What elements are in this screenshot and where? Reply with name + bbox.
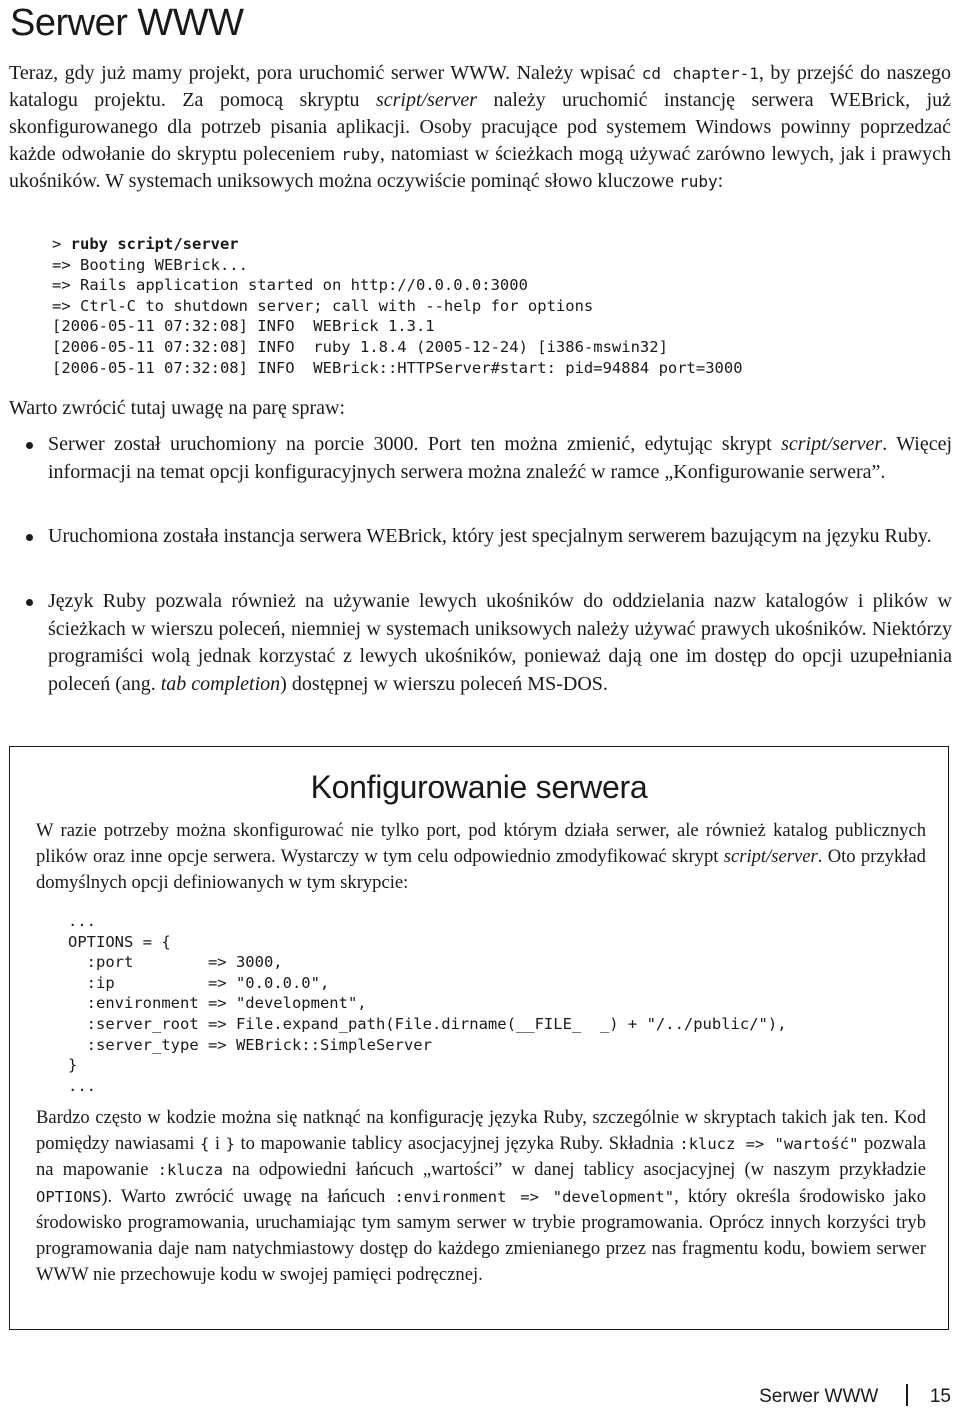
bullet-icon xyxy=(26,534,33,541)
list-item-text: Uruchomiona została instancja serwera WEBrick, który jest specjalnym serwerem bazującym na języku Ruby. xyxy=(48,525,932,547)
sidebar-paragraph xyxy=(36,818,926,897)
sidebar-text: W razie potrzeby można skonfigurować nie tylko port, pod którym działa serwer, ale również katalog publicznych plików oraz inne opcje serwera. Wystarczy w tym celu odpowiednio zmodyfikować skrypt xyxy=(36,820,926,868)
sidebar-text: ). Warto zwrócić uwagę na łańcuch xyxy=(101,1185,386,1207)
code-line: OPTIONS = { xyxy=(68,932,171,951)
inline-code: cd chapter-1 xyxy=(641,64,759,83)
term: tab completion xyxy=(160,672,281,695)
inline-code: ruby xyxy=(341,145,380,164)
page-title: Serwer WWW xyxy=(10,2,244,44)
code-line: } xyxy=(68,1056,78,1075)
terminal-listing xyxy=(52,234,743,378)
terminal-output-line: [2006-05-11 07:32:08] INFO WEBrick 1.3.1 xyxy=(52,317,435,336)
code-line: :environment => "development", xyxy=(68,994,367,1013)
code-line: :server_root => File.expand_path(File.dirname(__FILE_ _) + "/../public/"), xyxy=(68,1014,787,1033)
inline-code: :klucza xyxy=(157,1161,223,1180)
inline-code: :environment => "development" xyxy=(394,1187,675,1206)
list-item-text: Serwer został uruchomiony na porcie 3000. Port ten można zmienić, edytując skrypt xyxy=(48,433,772,455)
sidebar-text: Bardzo często w kodzie można się natknąć na konfigurację języka Ruby, szczególnie w skryptach takich jak ten. Kod pomiędzy nawiasami xyxy=(36,1107,926,1155)
inline-code: ruby xyxy=(679,172,718,191)
terminal-prompt: > xyxy=(52,235,71,253)
sidebar-text: . Oto przykład domyślnych opcji definiowanych w tym skrypcie: xyxy=(36,846,926,894)
intro-text: należy uruchomić instancję serwera WEBrick, już skonfigurowanego dla potrzeb pisania aplikacji. Osoby pracujące pod systemem Windows powinny poprzedzać każde odwołanie do skryptu poleceniem xyxy=(9,89,952,165)
inline-code: :klucz => "wartość" xyxy=(679,1135,859,1154)
intro-text: , natomiast w ścieżkach mogą używać zarówno lewych, jak i prawych ukośników. W systemach uniksowych można oczywiście pominąć słowo kluczowe xyxy=(9,143,952,192)
footer-section-title: Serwer WWW xyxy=(759,1386,879,1407)
page-footer xyxy=(759,1384,951,1410)
file-path: script/server xyxy=(723,846,818,868)
sidebar-title: Konfigurowanie serwera xyxy=(310,769,648,805)
sidebar-code-listing xyxy=(68,911,787,1096)
sidebar-box xyxy=(9,746,949,1330)
terminal-output-line: [2006-05-11 07:32:08] INFO ruby 1.8.4 (2005-12-24) [i386-mswin32] xyxy=(52,337,668,356)
sidebar-text: i xyxy=(214,1133,221,1155)
file-path: script/server xyxy=(375,89,478,111)
bullet-icon xyxy=(26,599,33,606)
intro-paragraph xyxy=(9,60,951,195)
code-line: :ip => "0.0.0.0", xyxy=(68,973,330,992)
list-item-text: . Więcej informacji na temat opcji konfiguracyjnych serwera można znaleźć w ramce „Konfigurowanie serwera”. xyxy=(48,433,953,483)
inline-code: OPTIONS xyxy=(36,1187,102,1206)
sidebar-text: na odpowiedni łańcuch „wartości” w danej tablicy asocjacyjnej (w naszym przykładzie xyxy=(232,1159,926,1181)
file-path: script/server xyxy=(781,433,883,455)
terminal-output-line: [2006-05-11 07:32:08] INFO WEBrick::HTTPServer#start: pid=94884 port=3000 xyxy=(52,358,743,377)
terminal-output-line: => Rails application started on http://0.0.0.0:3000 xyxy=(52,276,528,295)
bullet-icon xyxy=(26,442,33,449)
intro-text: Teraz, gdy już mamy projekt, pora uruchomić serwer WWW. Należy wpisać xyxy=(9,62,636,84)
list-item xyxy=(48,431,952,486)
sidebar-text: , który określa środowisko jako środowisko programowania, uruchamiając tym samym serwer w trybie programowania. Oprócz innych korzyści tryb programowania daje nam natychmiastowy dostęp do każdego zmienianego przez nas fragmentu kodu, bowiem serwer WWW nie przechowuje kodu w swojej pamięci podręcznej. xyxy=(36,1185,926,1286)
inline-code: } xyxy=(225,1135,235,1154)
list-item-text: ) dostępnej w wierszu poleceń MS-DOS. xyxy=(280,672,608,695)
list-item xyxy=(48,523,952,551)
sidebar-text: to mapowanie tablicy asocjacyjnej języka Ruby. Składnia xyxy=(240,1133,674,1155)
intro-text: : xyxy=(717,170,724,192)
sidebar-paragraph xyxy=(36,1105,926,1288)
terminal-command-line xyxy=(52,234,743,255)
code-line: :port => 3000, xyxy=(68,953,283,972)
list-item-text: Język Ruby pozwala również na używanie lewych ukośników do oddzielania nazw katalogów i plików w ścieżkach w wierszu poleceń, niemniej w systemach uniksowych należy używać prawych ukośników. Niektórzy programiści wolą jednak korzystać z lewych ukośników, ponieważ dają one im dostęp do opcji uzupełniania poleceń (ang. xyxy=(48,590,952,695)
code-line: ... xyxy=(68,912,96,930)
code-line: :server_type => WEBrick::SimpleServer xyxy=(68,1035,432,1054)
intro-text: , by przejść do naszego katalogu projektu. Za pomocą skryptu xyxy=(9,62,952,111)
inline-code: { xyxy=(199,1135,210,1154)
footer-divider xyxy=(906,1384,908,1406)
notes-intro: Warto zwrócić tutaj uwagę na parę spraw: xyxy=(9,397,346,419)
code-line: ... xyxy=(68,1076,96,1095)
terminal-command: ruby script/server xyxy=(70,235,239,253)
terminal-output-line: => Ctrl-C to shutdown server; call with --help for options xyxy=(52,296,594,315)
sidebar-text: pozwala na mapowanie xyxy=(36,1133,926,1181)
page-number: 15 xyxy=(929,1386,951,1407)
list-item xyxy=(48,588,952,698)
terminal-output-line: => Booting WEBrick... xyxy=(52,255,248,274)
